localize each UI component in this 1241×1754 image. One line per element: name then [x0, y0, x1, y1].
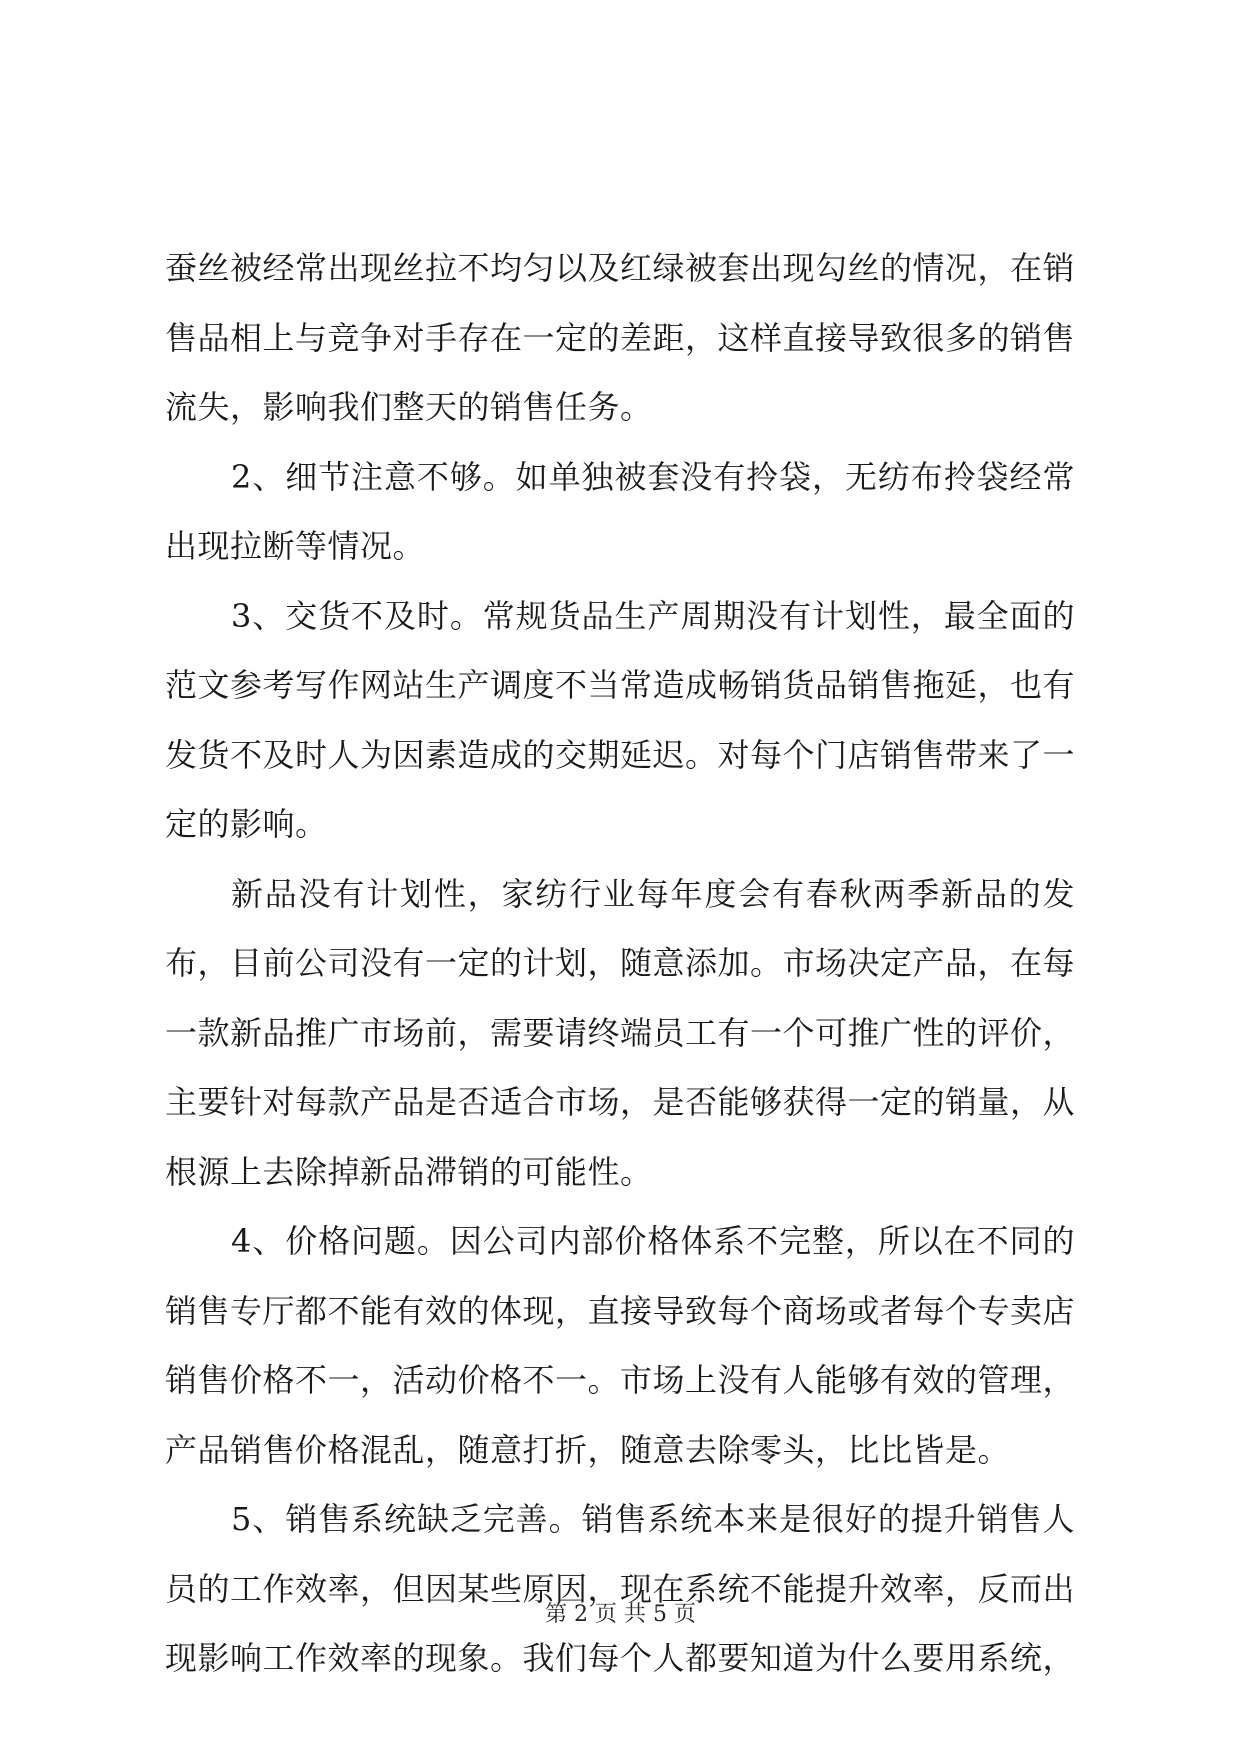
paragraph-5: 4、价格问题。因公司内部价格体系不完整，所以在不同的销售专厅都不能有效的体现，直接导致每个商场或者每个专卖店销售价格不一，活动价格不一。市场上没有人能够有效的管理，产品销售价格混乱，随意打折，随意去除零头，比比皆是。: [165, 1222, 1076, 1469]
paragraph-2: 2、细节注意不够。如单独被套没有拎袋，无纺布拎袋经常出现拉断等情况。: [165, 457, 1075, 565]
paragraph-6: 5、销售系统缺乏完善。销售系统本来是很好的提升销售人员的工作效率，但因某些原因，现在系统不能提升效率，反而出现影响工作效率的现象。我们每个人都要知道为什么要用系统，: [165, 1500, 1076, 1677]
paragraph-3: 3、交货不及时。常规货品生产周期没有计划性，最全面的范文参考写作网站生产调度不当常造成畅销货品销售拖延，也有发货不及时人为因素造成的交期延迟。对每个门店销售带来了一定的影响。: [165, 596, 1076, 843]
page-footer: 第 2 页 共 5 页: [545, 1602, 696, 1627]
paragraph-1: 蚕丝被经常出现丝拉不均匀以及红绿被套出现勾丝的情况，在销售品相上与竞争对手存在一定的差距，这样直接导致很多的销售流失，影响我们整天的销售任务。: [165, 249, 1076, 426]
paragraph-4: 新品没有计划性，家纺行业每年度会有春秋两季新品的发布，目前公司没有一定的计划，随意添加。市场决定产品，在每一款新品推广市场前，需要请终端员工有一个可推广性的评价，主要针对每款产品是否适合市场，是否能够获得一定的销量，从根源上去除掉新品滞销的可能性。: [165, 874, 1076, 1191]
document-body: [165, 234, 1075, 1694]
